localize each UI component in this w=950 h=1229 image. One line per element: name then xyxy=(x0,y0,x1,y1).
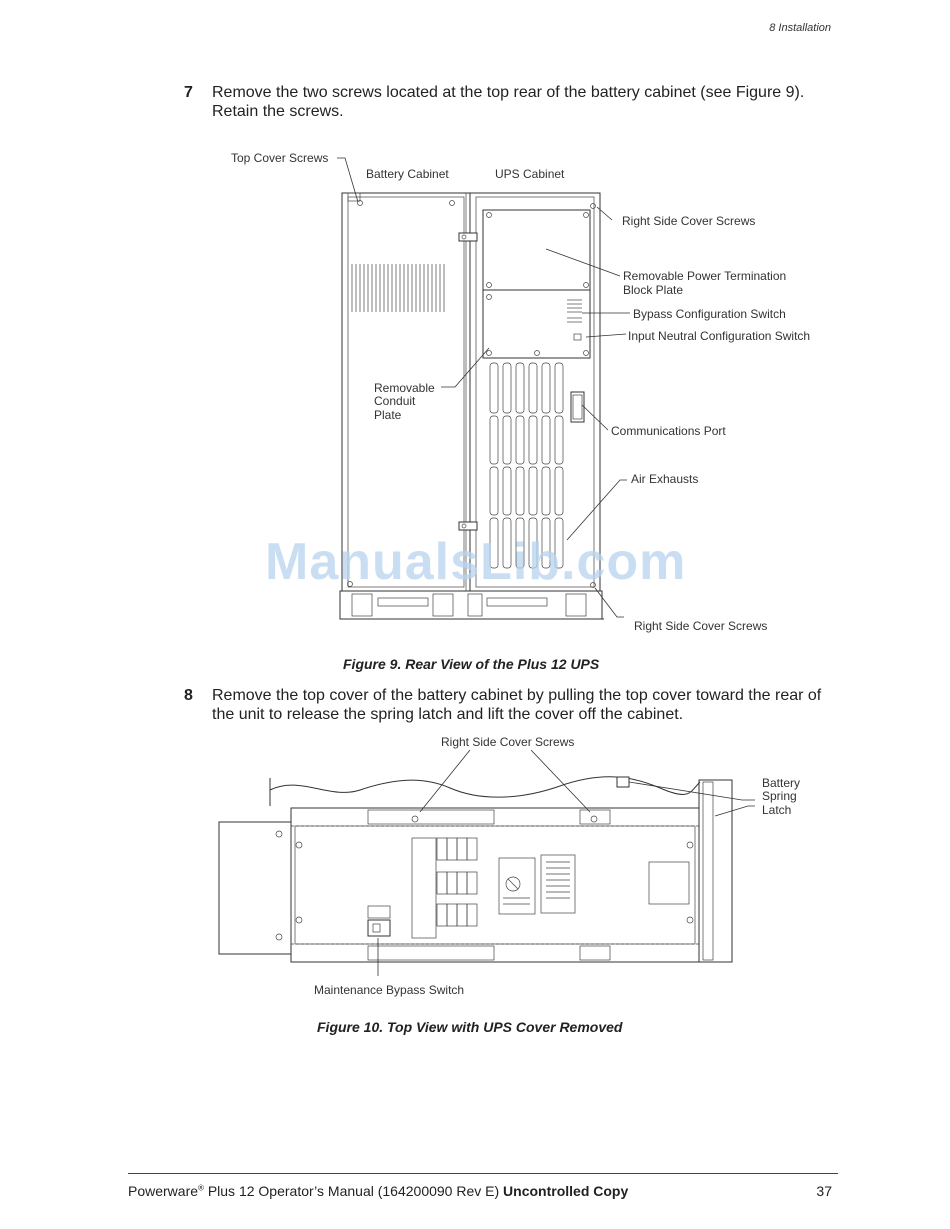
registered-mark: ® xyxy=(198,1183,204,1193)
label-battery-latch-3: Latch xyxy=(762,803,792,817)
label-power-termination-2: Block Plate xyxy=(623,283,684,297)
page-number: 37 xyxy=(816,1183,832,1199)
step-number: 8 xyxy=(184,687,193,704)
footer-manual: Plus 12 Operator’s Manual (164200090 Rev E) xyxy=(203,1183,504,1199)
label-right-side-cover-screws: Right Side Cover Screws xyxy=(441,735,575,749)
watermark: ManualsLib.com xyxy=(265,533,687,591)
label-battery-cabinet: Battery Cabinet xyxy=(366,167,449,181)
step-text: Remove the two screws located at the top rear of the battery cabinet (see Figure 9). Retain the screws. xyxy=(212,84,805,120)
footer-divider xyxy=(128,1173,838,1174)
label-conduit-2: Conduit xyxy=(374,394,416,408)
section-header: 8 Installation xyxy=(769,22,831,34)
footer-brand: Powerware xyxy=(128,1183,199,1199)
label-top-cover-screws: Top Cover Screws xyxy=(231,151,329,165)
label-air-exhausts: Air Exhausts xyxy=(631,472,699,486)
label-right-side-cover-screws-bottom: Right Side Cover Screws xyxy=(634,619,768,633)
label-bypass-config-switch: Bypass Configuration Switch xyxy=(633,307,786,321)
step-number: 7 xyxy=(184,84,193,101)
label-communications-port: Communications Port xyxy=(611,424,726,438)
footer-copy-status: Uncontrolled Copy xyxy=(503,1183,629,1199)
label-conduit-3: Plate xyxy=(374,408,402,422)
label-right-side-cover-screws-top: Right Side Cover Screws xyxy=(622,214,756,228)
step-text: Remove the top cover of the battery cabinet by pulling the top cover toward the rear of the unit to release the spring latch and lift the cover off the cabinet. xyxy=(212,687,822,723)
label-battery-latch-1: Battery xyxy=(762,776,801,790)
figure-9-caption: Figure 9. Rear View of the Plus 12 UPS xyxy=(343,656,600,672)
label-ups-cabinet: UPS Cabinet xyxy=(495,167,565,181)
footer-text xyxy=(128,1183,628,1199)
figure-10-caption: Figure 10. Top View with UPS Cover Removed xyxy=(317,1019,623,1035)
label-conduit-1: Removable xyxy=(374,381,435,395)
label-maintenance-bypass-switch: Maintenance Bypass Switch xyxy=(314,983,465,997)
label-input-neutral-switch: Input Neutral Configuration Switch xyxy=(628,329,811,343)
label-battery-latch-2: Spring xyxy=(762,789,797,803)
label-power-termination-1: Removable Power Termination xyxy=(623,269,787,283)
